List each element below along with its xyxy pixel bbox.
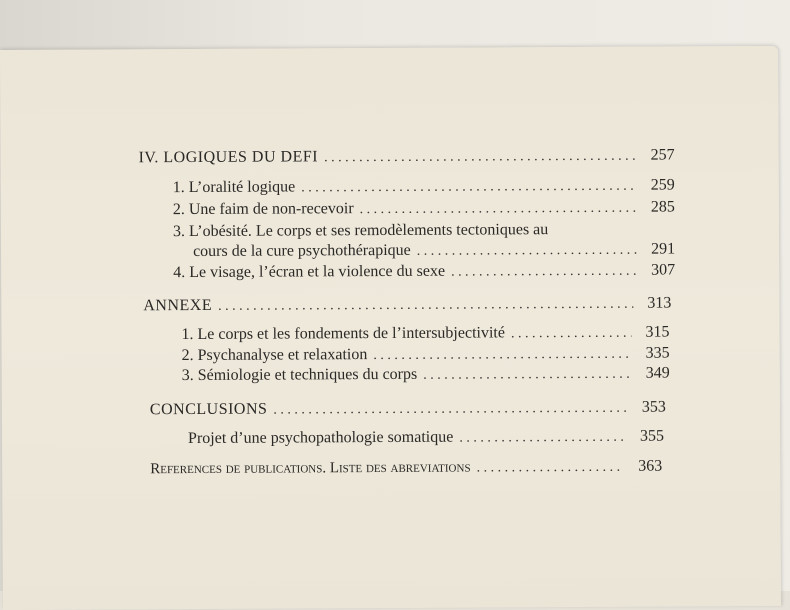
toc-label: References de publications. Liste des abreviations bbox=[150, 459, 471, 478]
leader-dots bbox=[324, 149, 637, 167]
toc-entry bbox=[188, 428, 664, 448]
toc-entry bbox=[182, 344, 670, 365]
leader-dots bbox=[218, 297, 633, 315]
book-page bbox=[0, 46, 781, 610]
toc-page: 291 bbox=[651, 240, 676, 258]
leader-dots bbox=[301, 179, 637, 197]
toc-label: ANNEXE bbox=[143, 296, 213, 315]
toc-page: 257 bbox=[650, 146, 675, 164]
toc-entry bbox=[173, 220, 675, 241]
toc-label: 1. L’oralité logique bbox=[172, 178, 296, 197]
toc-page: 349 bbox=[645, 364, 670, 382]
toc-entry bbox=[173, 176, 675, 197]
toc-label: 1. Le corps et les fondements de l’intersubjectivité bbox=[181, 324, 505, 344]
toc-page: 353 bbox=[641, 398, 666, 416]
leader-dots bbox=[477, 460, 625, 477]
toc-entry-chapter-iv bbox=[139, 146, 675, 167]
toc-label: 2. Psychanalyse et relaxation bbox=[181, 346, 368, 365]
toc-entry bbox=[181, 323, 669, 344]
leader-dots bbox=[373, 347, 631, 364]
leader-dots bbox=[459, 430, 626, 447]
leader-dots bbox=[360, 201, 637, 218]
toc-label: 4. Le visage, l’écran et la violence du sexe bbox=[173, 262, 446, 282]
toc-entry-references bbox=[150, 458, 662, 479]
toc-page: 315 bbox=[645, 323, 670, 341]
toc-entry bbox=[173, 198, 675, 219]
leader-dots bbox=[417, 243, 637, 260]
toc-page: 285 bbox=[650, 198, 675, 216]
toc-page: 259 bbox=[650, 176, 675, 194]
leader-dots bbox=[423, 367, 632, 384]
leader-dots bbox=[451, 264, 637, 281]
toc-entry bbox=[173, 261, 675, 282]
toc-label: CONCLUSIONS bbox=[149, 400, 268, 419]
toc-label: IV. LOGIQUES DU DEFI bbox=[138, 148, 319, 167]
toc-label: 2. Une faim de non-recevoir bbox=[172, 200, 354, 219]
leader-dots bbox=[511, 326, 632, 343]
toc-page: 363 bbox=[638, 457, 663, 475]
toc-label: 3. L’obésité. Le corps et ses remodèlements tectoniques au bbox=[172, 221, 549, 241]
toc-label: cours de la cure psychothérapique bbox=[193, 241, 411, 260]
toc-page: 355 bbox=[639, 427, 665, 445]
toc-entry bbox=[182, 364, 670, 385]
toc-label: 3. Sémiologie et techniques du corps bbox=[181, 365, 418, 385]
toc-entry-annexe bbox=[143, 294, 671, 315]
toc-page: 307 bbox=[651, 261, 676, 279]
toc-entry-conclusions bbox=[150, 399, 666, 420]
toc-page: 313 bbox=[647, 294, 672, 312]
toc-entry bbox=[193, 240, 675, 261]
toc-label: Projet d’une psychopathologie somatique bbox=[187, 428, 454, 448]
leader-dots bbox=[273, 401, 628, 419]
toc-page: 335 bbox=[645, 344, 670, 362]
